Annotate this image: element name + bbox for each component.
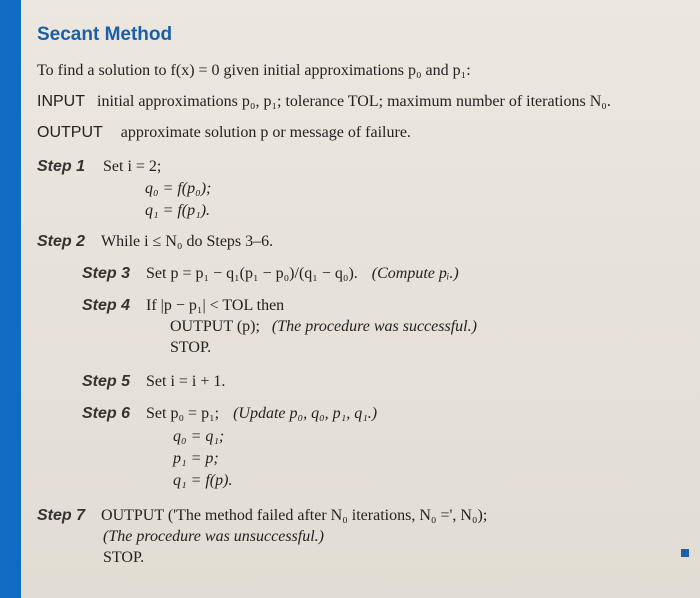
step4-label: Step 4 bbox=[82, 297, 131, 314]
step4-stop: STOP. bbox=[170, 339, 212, 356]
input-line bbox=[37, 93, 611, 111]
step6-line-4: q₁ = f(p). bbox=[173, 472, 233, 489]
step7-text: OUTPUT ('The method failed after N₀ iterations, N₀ =', N₀); bbox=[101, 507, 488, 524]
step6-line-2: q₀ = q₁; bbox=[173, 428, 225, 445]
step3-comment: (Compute pᵢ.) bbox=[371, 265, 459, 282]
step1-line-2: q₀ = f(p₀); bbox=[145, 180, 212, 197]
input-label: INPUT bbox=[37, 93, 85, 110]
step3-text: Set p = p₁ − q₁(p₁ − p₀)/(q₁ − q₀). bbox=[146, 265, 358, 282]
step5-label: Step 5 bbox=[82, 373, 131, 390]
step7-label: Step 7 bbox=[37, 507, 86, 524]
step3-label: Step 3 bbox=[82, 265, 131, 282]
input-text: initial approximations p₀, p₁; tolerance TOL; maximum number of iterations N₀. bbox=[97, 93, 611, 110]
step6-text: Set p₀ = p₁; bbox=[146, 405, 220, 422]
step6-line-3: p₁ = p; bbox=[173, 450, 219, 467]
intro-line: To find a solution to f(x) = 0 given initial approximations p₀ and p₁: bbox=[37, 62, 471, 79]
step5-line bbox=[82, 373, 225, 391]
step7-line bbox=[37, 507, 487, 525]
step7-stop: STOP. bbox=[103, 549, 145, 566]
step5-text: Set i = i + 1. bbox=[146, 373, 226, 390]
end-of-algorithm-marker bbox=[681, 549, 689, 557]
output-line bbox=[37, 124, 411, 142]
step6-label: Step 6 bbox=[82, 405, 131, 422]
algorithm-title: Secant Method bbox=[37, 24, 173, 45]
blue-margin-bar bbox=[0, 0, 21, 598]
output-label: OUTPUT bbox=[37, 124, 103, 141]
output-text: approximate solution p or message of failure. bbox=[120, 124, 411, 141]
step2-line bbox=[37, 233, 273, 251]
step6-line bbox=[82, 405, 377, 423]
step3-line bbox=[82, 265, 459, 283]
step6-comment: (Update p₀, q₀, p₁, q₁.) bbox=[233, 405, 378, 422]
step7-comment: (The procedure was unsuccessful.) bbox=[103, 528, 324, 545]
step1-line-1: Set i = 2; bbox=[103, 158, 162, 175]
step2-text: While i ≤ N₀ do Steps 3–6. bbox=[101, 233, 274, 250]
step1-line-3: q₁ = f(p₁). bbox=[145, 202, 211, 219]
step4-comment: (The procedure was successful.) bbox=[271, 318, 477, 335]
step4-line bbox=[82, 297, 284, 315]
step2-label: Step 2 bbox=[37, 233, 86, 250]
step4-output: OUTPUT (p); bbox=[170, 318, 260, 335]
step4-text: If |p − p₁| < TOL then bbox=[146, 297, 285, 314]
step1-label: Step 1 bbox=[37, 158, 86, 175]
step1-line bbox=[37, 158, 161, 176]
step4-output-line bbox=[170, 318, 477, 336]
